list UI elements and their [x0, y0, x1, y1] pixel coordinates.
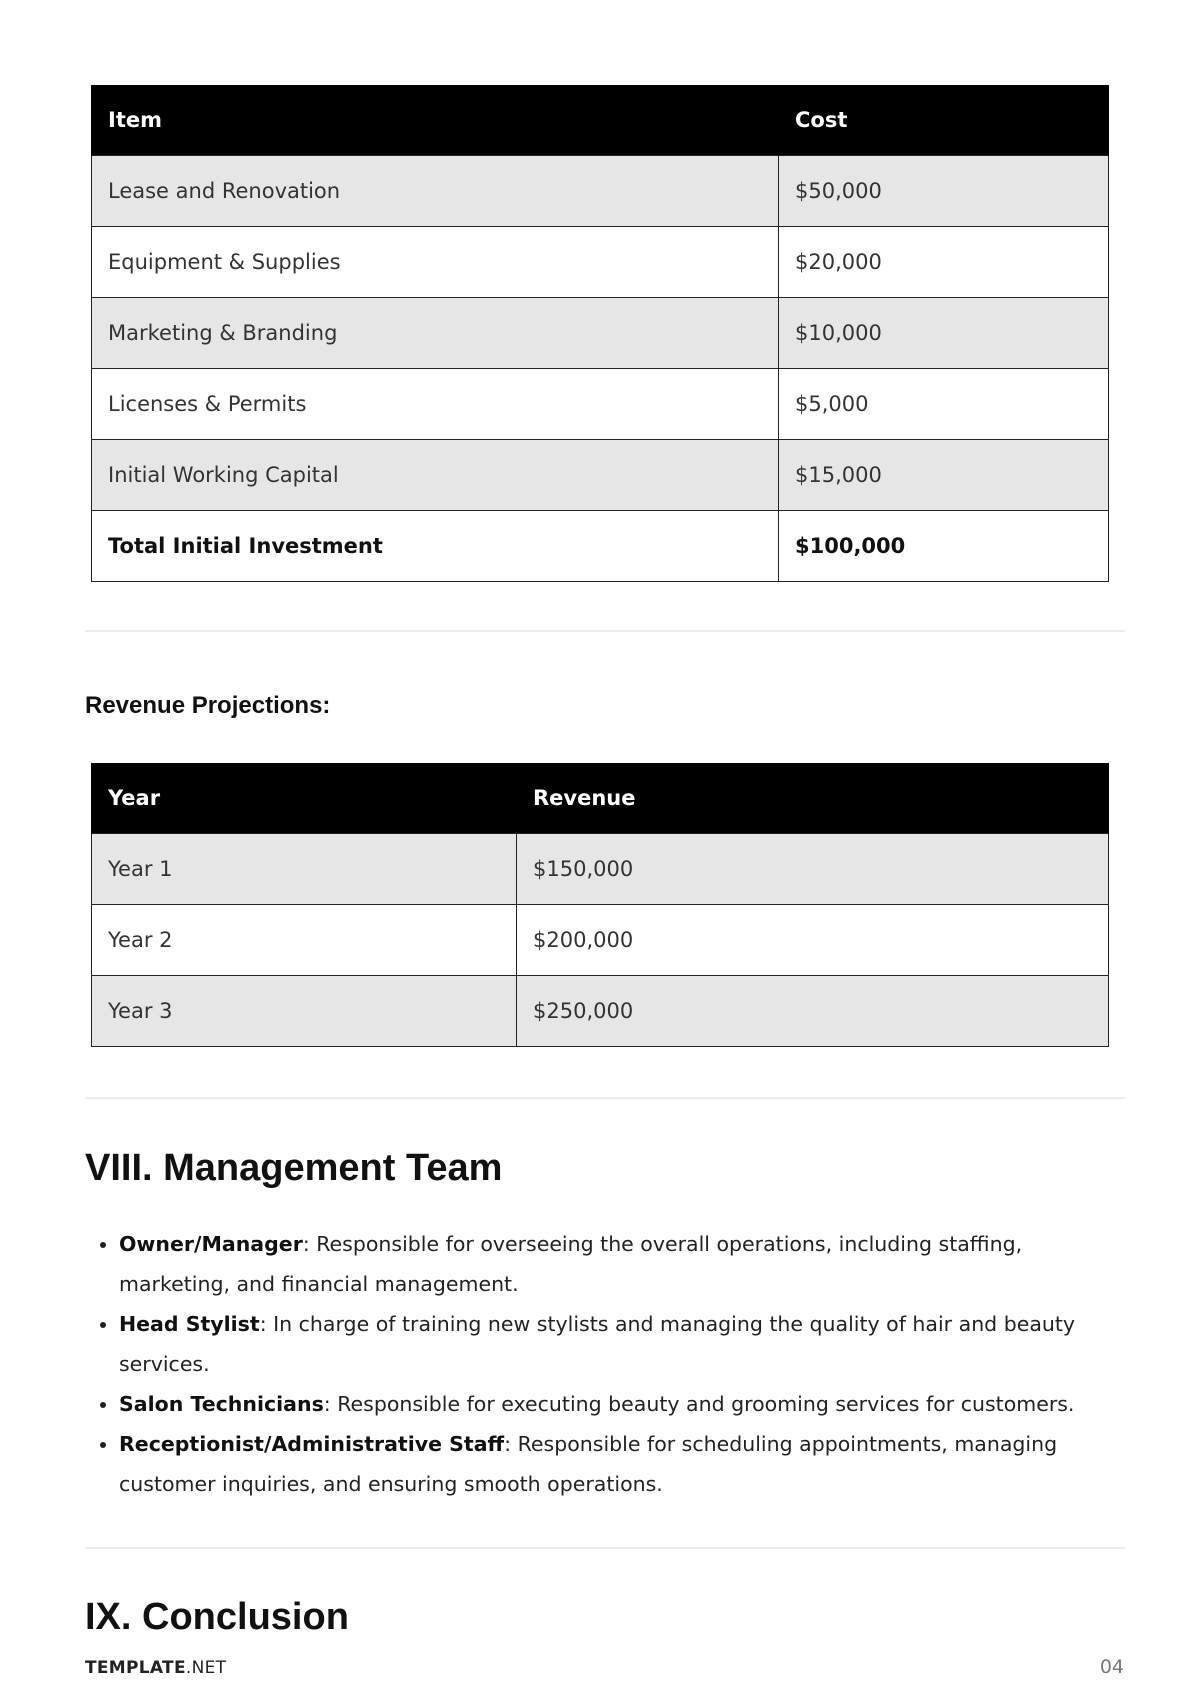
- startup-cost-table: [91, 85, 1109, 582]
- table-header-row: [92, 85, 1109, 156]
- item-cell: Marketing & Branding: [92, 298, 779, 369]
- revenue-cell: $150,000: [517, 834, 1109, 905]
- role-label: Salon Technicians: [119, 1392, 324, 1416]
- table-row: [92, 976, 1109, 1047]
- list-item: [119, 1304, 1079, 1384]
- role-description: : In charge of training new stylists and managing the quality of hair and beauty services.: [119, 1312, 1076, 1376]
- section-divider: [85, 1097, 1125, 1099]
- role-description: : Responsible for executing beauty and grooming services for customers.: [323, 1392, 1075, 1416]
- table-row: [92, 905, 1109, 976]
- cost-cell: $50,000: [779, 156, 1109, 227]
- column-header-item: Item: [92, 85, 779, 156]
- total-label-cell: Total Initial Investment: [92, 511, 779, 582]
- role-description: : Responsible for scheduling appointments, managing customer inquiries, and ensuring smooth operations.: [119, 1432, 1058, 1496]
- table-row: [92, 440, 1109, 511]
- section-divider: [85, 1547, 1125, 1549]
- cost-cell: $20,000: [779, 227, 1109, 298]
- column-header-year: Year: [92, 763, 517, 834]
- year-cell: Year 3: [92, 976, 517, 1047]
- column-header-cost: Cost: [779, 85, 1109, 156]
- revenue-cell: $250,000: [517, 976, 1109, 1047]
- table-header-row: [92, 763, 1109, 834]
- table-total-row: [92, 511, 1109, 582]
- role-label: Receptionist/Administrative Staff: [119, 1432, 505, 1456]
- brand-name-bold: TEMPLATE: [85, 1658, 186, 1678]
- conclusion-heading: IX. Conclusion: [85, 1596, 349, 1638]
- year-cell: Year 1: [92, 834, 517, 905]
- revenue-projections-heading: Revenue Projections:: [85, 692, 331, 719]
- list-item: [119, 1384, 1079, 1424]
- role-label: Owner/Manager: [119, 1232, 303, 1256]
- cost-cell: $5,000: [779, 369, 1109, 440]
- year-cell: Year 2: [92, 905, 517, 976]
- item-cell: Equipment & Supplies: [92, 227, 779, 298]
- management-team-heading: VIII. Management Team: [85, 1147, 503, 1189]
- table-row: [92, 834, 1109, 905]
- management-team-list: [85, 1224, 1079, 1504]
- revenue-projections-table: [91, 763, 1109, 1047]
- table-row: [92, 156, 1109, 227]
- role-description: : Responsible for overseeing the overall operations, including staffing, marketing, and financial management.: [119, 1232, 1023, 1296]
- cost-cell: $10,000: [779, 298, 1109, 369]
- table-row: [92, 227, 1109, 298]
- footer-brand-logo: [85, 1658, 226, 1678]
- item-cell: Lease and Renovation: [92, 156, 779, 227]
- brand-name-suffix: .NET: [185, 1658, 227, 1678]
- list-item: [119, 1424, 1079, 1504]
- section-divider: [85, 630, 1125, 632]
- revenue-cell: $200,000: [517, 905, 1109, 976]
- column-header-revenue: Revenue: [517, 763, 1109, 834]
- table-row: [92, 369, 1109, 440]
- item-cell: Initial Working Capital: [92, 440, 779, 511]
- table-row: [92, 298, 1109, 369]
- role-label: Head Stylist: [119, 1312, 260, 1336]
- total-value-cell: $100,000: [779, 511, 1109, 582]
- item-cell: Licenses & Permits: [92, 369, 779, 440]
- cost-cell: $15,000: [779, 440, 1109, 511]
- page-number: 04: [1099, 1656, 1124, 1678]
- list-item: [119, 1224, 1079, 1304]
